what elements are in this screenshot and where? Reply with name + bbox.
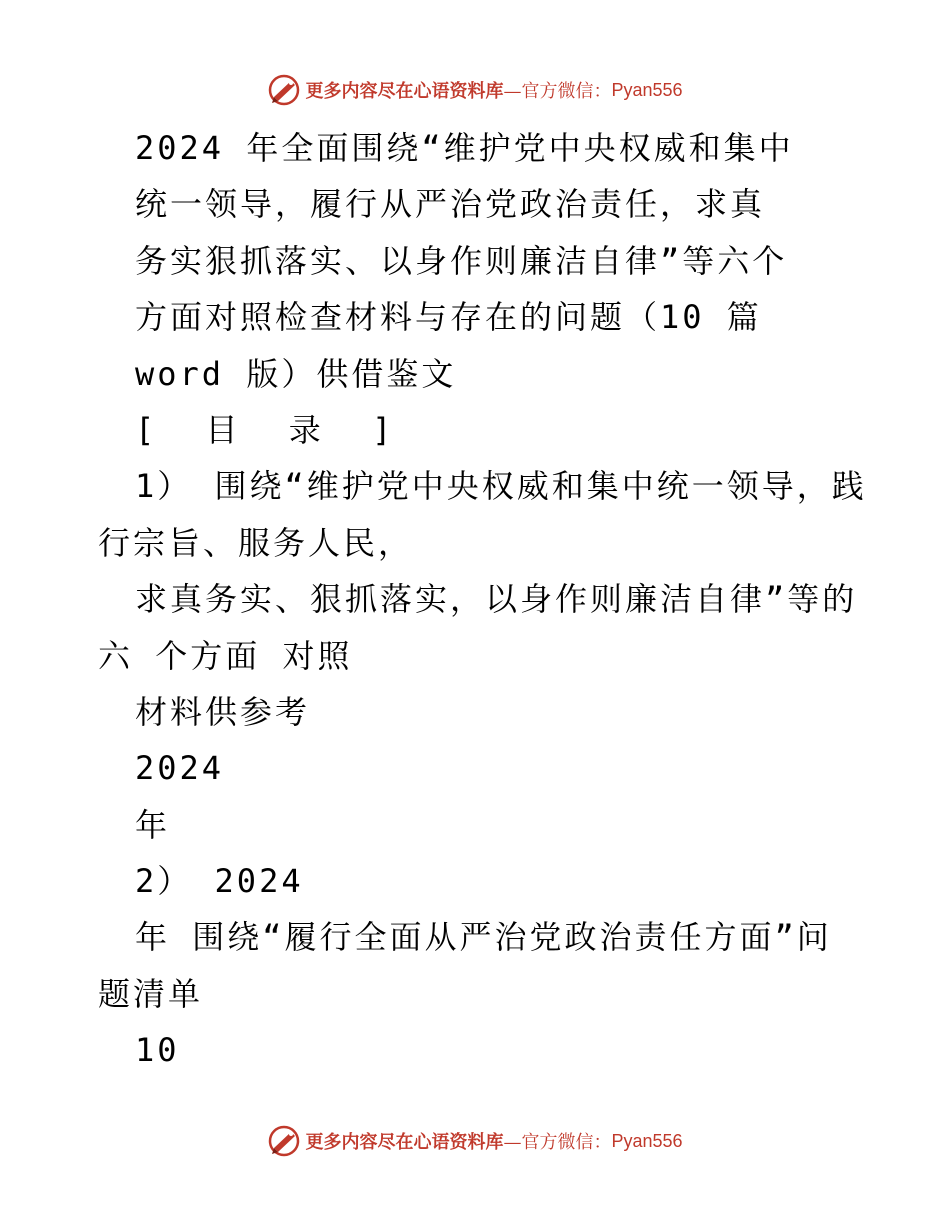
title-line: word 版）供借鉴文 [135, 354, 457, 393]
toc-item-line: 1） 围绕“维护党中央权威和集中统一领导，践 [135, 467, 867, 506]
pen-logo-icon [267, 1124, 301, 1158]
toc-item-line: 年 围绕“履行全面从严治党政治责任方面”问 [135, 918, 832, 957]
watermark-banner-bottom [0, 1121, 950, 1161]
toc-item-line: 题清单 [98, 974, 204, 1013]
toc-item-line: 材料供参考 [135, 692, 311, 731]
toc-heading: [ 目 录 ] [135, 410, 408, 449]
watermark-text-main: 更多内容尽在心语资料库 [305, 81, 504, 102]
toc-item-line: 2） 2024 [135, 862, 304, 901]
watermark-text-wechat: —官方微信： [503, 1132, 612, 1153]
toc-item-line: 2024 [135, 749, 225, 788]
toc-item-line: 求真务实、狠抓落实，以身作则廉洁自律”等的 [135, 580, 858, 619]
toc-item-line: 行宗旨、服务人民， [98, 523, 414, 562]
title-line: 方面对照检查材料与存在的问题（10 篇 [135, 298, 762, 337]
toc-item-line: 年 [135, 805, 171, 844]
watermark-text-wechat: —官方微信： [503, 81, 612, 102]
document-body [98, 120, 867, 1079]
toc-item-line: 10 [135, 1031, 180, 1070]
watermark-banner-top [0, 70, 950, 110]
toc-item-line: 六 个方面 对照 [98, 636, 353, 675]
watermark-text-id: Pyan556 [611, 79, 683, 100]
watermark-text-id: Pyan556 [611, 1130, 683, 1151]
title-line: 统一领导，履行从严治党政治责任，求真 [135, 185, 766, 224]
watermark-text-main: 更多内容尽在心语资料库 [305, 1132, 504, 1153]
pen-logo-icon [267, 73, 301, 107]
title-line: 务实狠抓落实、以身作则廉洁自律”等六个 [135, 241, 788, 280]
title-line: 2024 年全面围绕“维护党中央权威和集中 [135, 129, 794, 167]
